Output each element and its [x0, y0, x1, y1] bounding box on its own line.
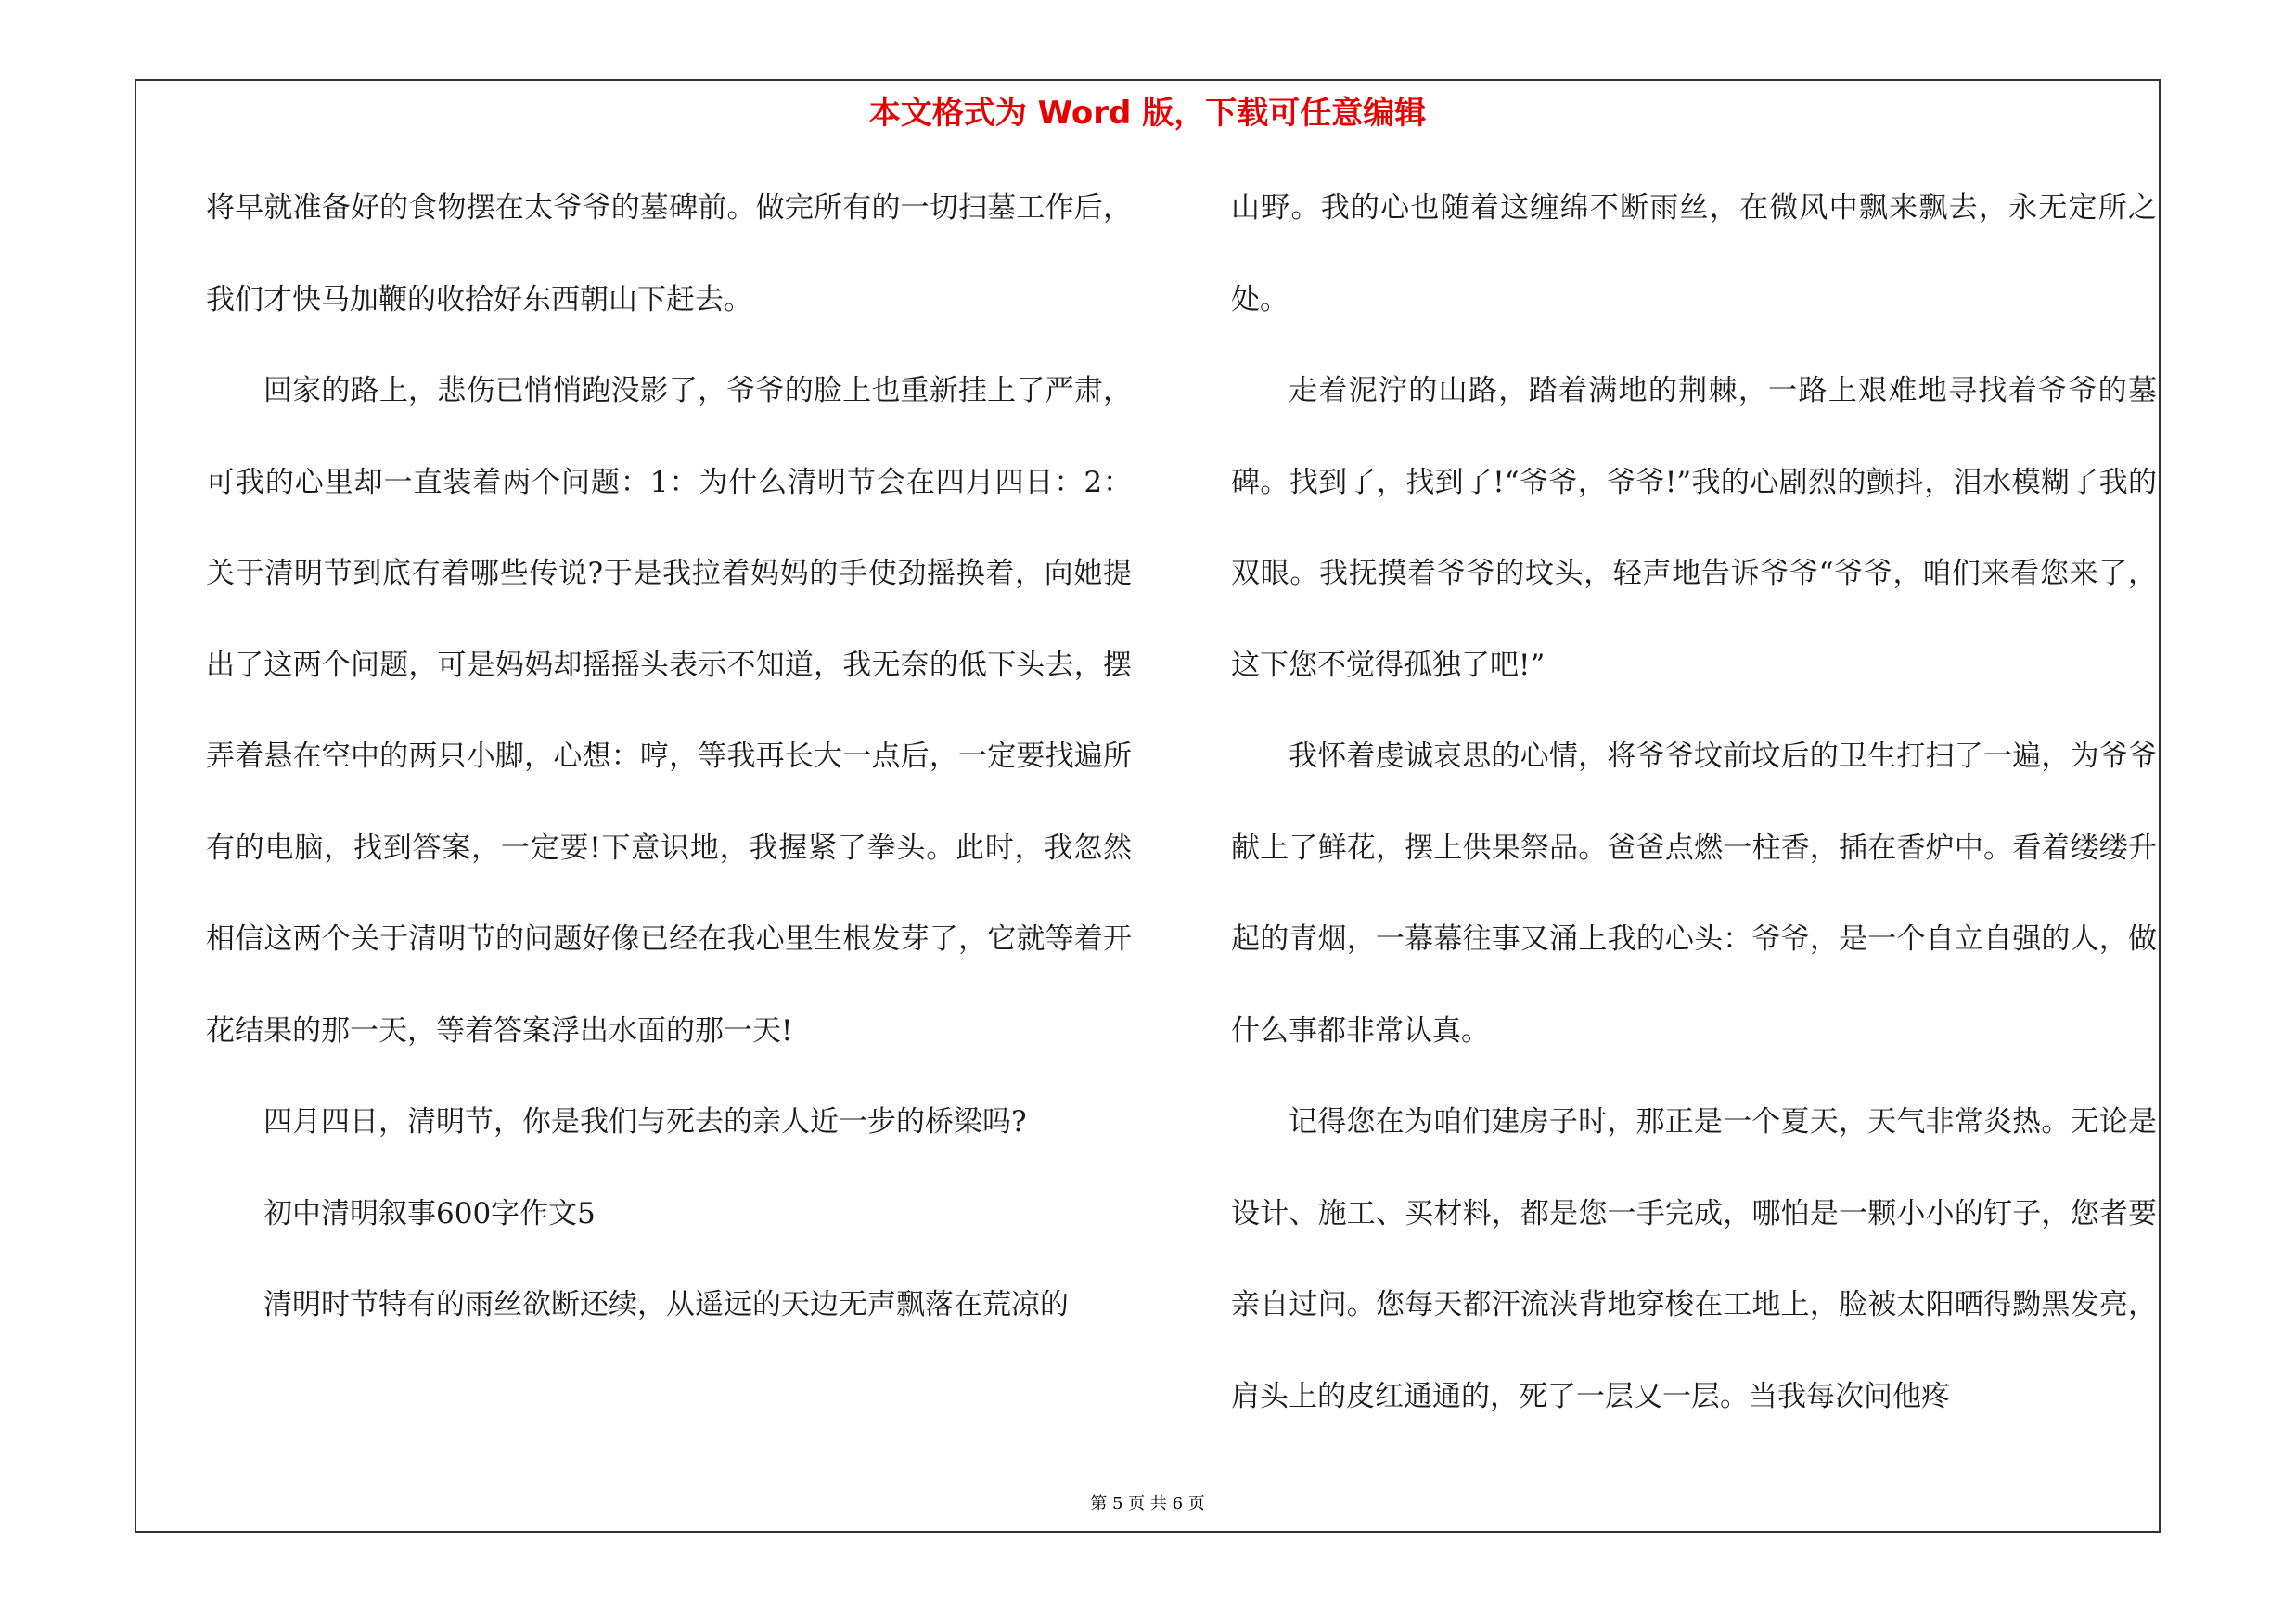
document-page [135, 79, 2161, 1533]
paragraph: 清明时节特有的雨丝欲断还续，从遥远的天边无声飘落在荒凉的 [263, 1288, 1069, 1321]
section-heading: 初中清明叙事600字作文5 [263, 1196, 596, 1230]
paragraph: 回家的路上，悲伤已悄悄跑没影了，爷爷的脸上也重新挂上了严肃，可我的心里却一直装着两个问题：1：为什么清明节会在四月四日：2：关于清明节到底有着哪些传说?于是我拉着妈妈的手使劲摇换着，向她提出了这两个问题，可是妈妈却摇摇头表示不知道，我无奈的低下头去，摆弄着悬在空中的两只小脚，心想：哼，等我再长大一点后，一定要找遍所有的电脑，找到答案，一定要!下意识地，我握紧了拳头。此时，我忽然相信这两个关于清明节的问题好像已经在我心里生根发芽了，它就等着开花结果的那一天，等着答案浮出水面的那一天! [206, 374, 1132, 1048]
format-notice-banner: 本文格式为 Word 版，下载可任意编辑 [868, 95, 1427, 132]
paragraph: 将早就准备好的食物摆在太爷爷的墓碑前。做完所有的一切扫墓工作后，我们才快马加鞭的收拾好东西朝山下赶去。 [206, 191, 1132, 316]
paragraph: 走着泥泞的山路，踏着满地的荆棘，一路上艰难地寻找着爷爷的墓碑。找到了，找到了!“爷爷，爷爷!”我的心剧烈的颤抖，泪水模糊了我的双眼。我抚摸着爷爷的坟头，轻声地告诉爷爷“爷爷，咱们来看您来了，这下您不觉得孤独了吧!” [1231, 374, 2157, 682]
paragraph: 我怀着虔诚哀思的心情，将爷爷坟前坟后的卫生打扫了一遍，为爷爷献上了鲜花，摆上供果祭品。爸爸点燃一柱香，插在香炉中。看着缕缕升起的青烟，一幕幕往事又涌上我的心头：爷爷，是一个自立自强的人，做什么事都非常认真。 [1231, 740, 2157, 1048]
paragraph: 记得您在为咱们建房子时，那正是一个夏天，天气非常炎热。无论是设计、施工、买材料，都是您一手完成，哪怕是一颗小小的钉子，您者要亲自过问。您每天都汗流浃背地穿梭在工地上，脸被太阳晒得黝黑发亮，肩头上的皮红通通的，死了一层又一层。当我每次问他疼 [1231, 1105, 2157, 1413]
paragraph: 四月四日，清明节，你是我们与死去的亲人近一步的桥梁吗? [263, 1105, 1027, 1139]
left-text-column [206, 162, 1132, 1351]
page-number-footer: 第 5 页 共 6 页 [1090, 1494, 1205, 1514]
right-text-column [1231, 162, 2157, 1442]
paragraph: 山野。我的心也随着这缠绵不断雨丝，在微风中飘来飘去，永无定所之处。 [1231, 191, 2157, 316]
